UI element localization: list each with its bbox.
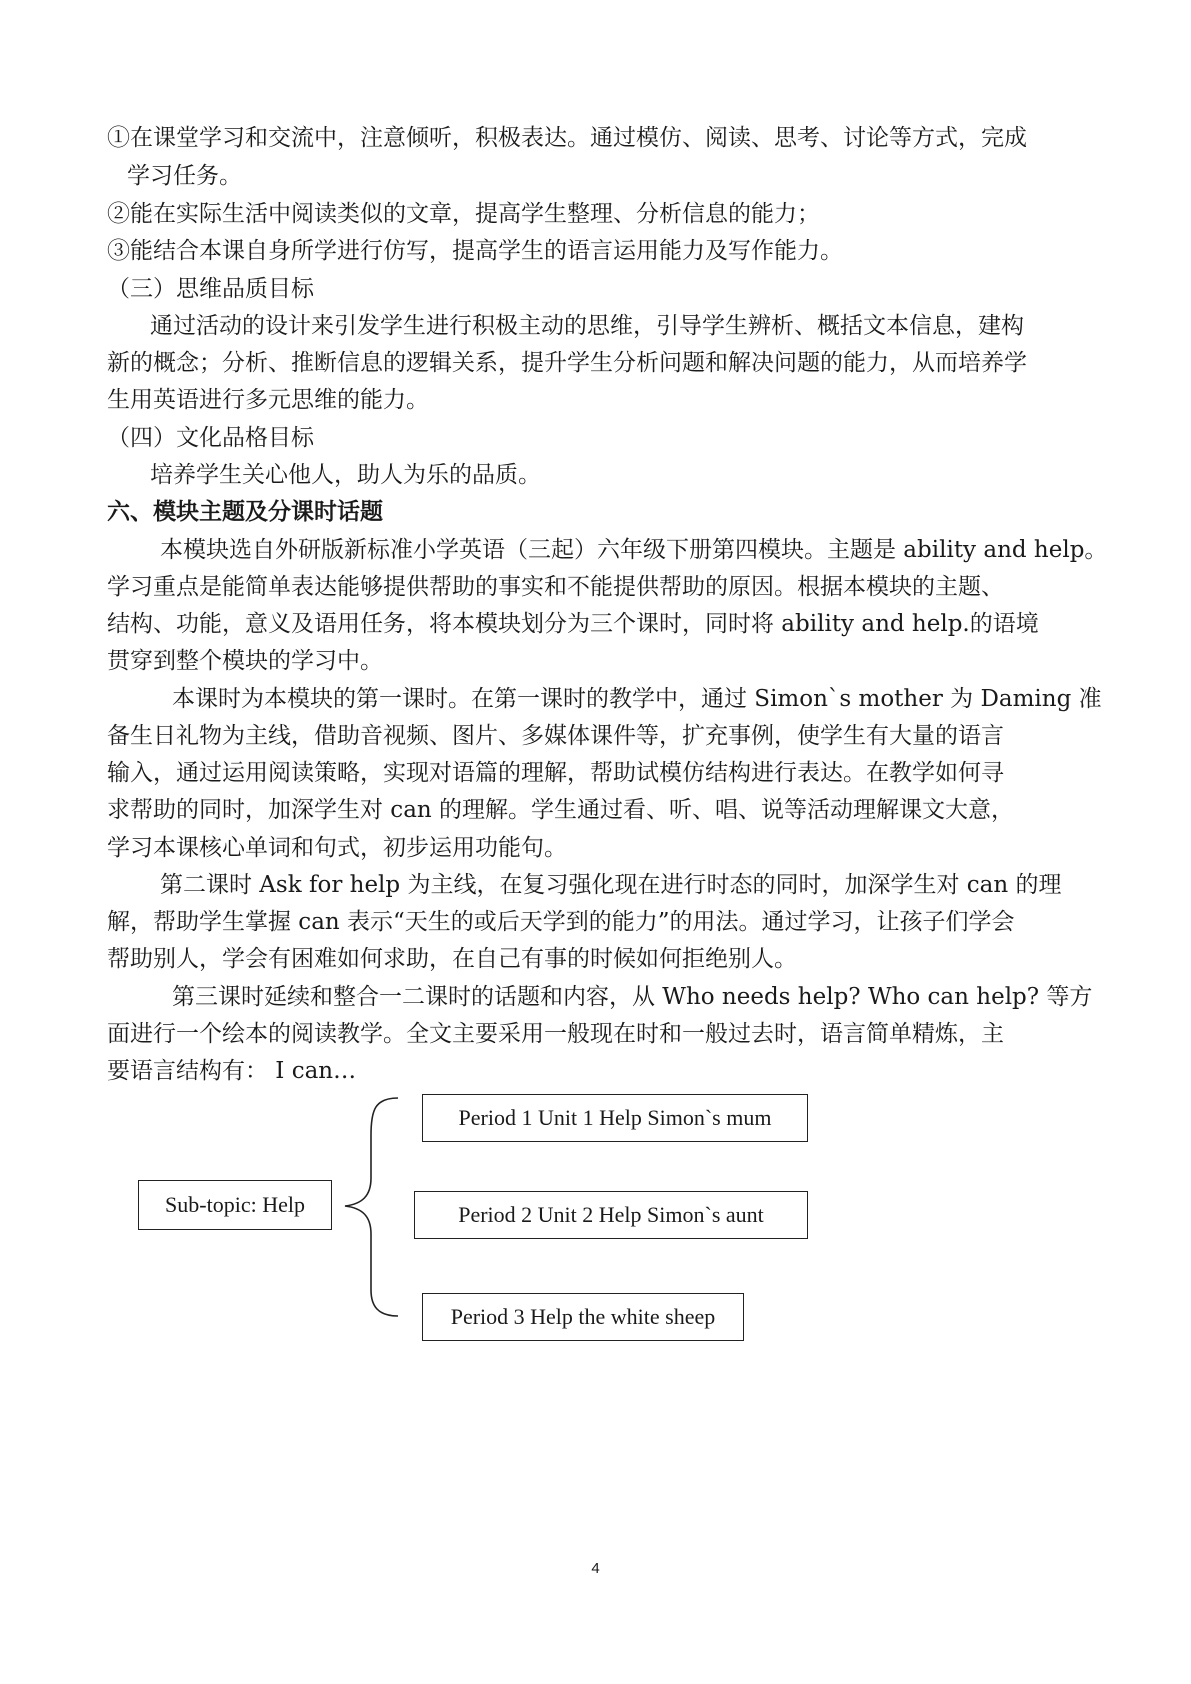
thinking-para-line-2: 新的概念；分析、推断信息的逻辑关系，提升学生分析问题和解决问题的能力，从而培养学 xyxy=(107,350,1027,376)
period3-para-line-3: 要语言结构有： I can… xyxy=(107,1058,357,1084)
cultural-para: 培养学生关心他人，助人为乐的品质。 xyxy=(150,462,541,488)
period1-para-line-3: 输入，通过运用阅读策略，实现对语篇的理解，帮助试模仿结构进行表达。在教学如何寻 xyxy=(107,760,1004,786)
objective-2: ②能在实际生活中阅读类似的文章，提高学生整理、分析信息的能力； xyxy=(107,201,820,227)
objective-1-line-1: ①在课堂学习和交流中，注意倾听，积极表达。通过模仿、阅读、思考、讨论等方式，完成 xyxy=(107,125,1027,151)
period2-para-line-2: 解，帮助学生掌握 can 表示“天生的或后天学到的能力”的用法。通过学习，让孩子们学会 xyxy=(107,909,1015,935)
module-para-line-3: 结构、功能，意义及语用任务，将本模块划分为三个课时，同时将 ability and help.的语境 xyxy=(107,611,1039,637)
period1-para-line-1: 本课时为本模块的第一课时。在第一课时的教学中，通过 Simon`s mother 为 Daming 准 xyxy=(172,686,1102,712)
module-para-line-2: 学习重点是能简单表达能够提供帮助的事实和不能提供帮助的原因。根据本模块的主题、 xyxy=(107,574,1004,600)
period-2-box: Period 2 Unit 2 Help Simon`s aunt xyxy=(414,1191,808,1239)
period-1-box: Period 1 Unit 1 Help Simon`s mum xyxy=(422,1094,808,1142)
objective-1-line-2: 学习任务。 xyxy=(127,163,242,189)
period1-para-line-2: 备生日礼物为主线，借助音视频、图片、多媒体课件等，扩充事例，使学生有大量的语言 xyxy=(107,723,1004,749)
section-six-heading: 六、模块主题及分课时话题 xyxy=(107,498,383,525)
period3-para-line-1: 第三课时延续和整合一二课时的话题和内容，从 Who needs help? Who can help? 等方 xyxy=(172,984,1093,1010)
page-number: 4 xyxy=(591,1560,600,1577)
period2-para-line-3: 帮助别人，学会有困难如何求助，在自己有事的时候如何拒绝别人。 xyxy=(107,946,797,972)
period-3-box: Period 3 Help the white sheep xyxy=(422,1293,744,1341)
heading-thinking-quality: （三）思维品质目标 xyxy=(107,276,314,302)
module-para-line-4: 贯穿到整个模块的学习中。 xyxy=(107,648,383,674)
period2-para-line-1: 第二课时 Ask for help 为主线，在复习强化现在进行时态的同时，加深学生对 can 的理 xyxy=(160,872,1062,898)
period1-para-line-5: 学习本课核心单词和句式，初步运用功能句。 xyxy=(107,835,567,861)
thinking-para-line-3: 生用英语进行多元思维的能力。 xyxy=(107,387,429,413)
period1-para-line-4: 求帮助的同时，加深学生对 can 的理解。学生通过看、听、唱、说等活动理解课文大意， xyxy=(107,797,1015,823)
thinking-para-line-1: 通过活动的设计来引发学生进行积极主动的思维，引导学生辨析、概括文本信息，建构 xyxy=(150,313,1024,339)
heading-cultural-character: （四）文化品格目标 xyxy=(107,425,314,451)
objective-3: ③能结合本课自身所学进行仿写，提高学生的语言运用能力及写作能力。 xyxy=(107,238,843,264)
period3-para-line-2: 面进行一个绘本的阅读教学。全文主要采用一般现在时和一般过去时，语言简单精炼，主 xyxy=(107,1021,1004,1047)
subtopic-box: Sub-topic: Help xyxy=(138,1180,332,1230)
module-para-line-1: 本模块选自外研版新标准小学英语（三起）六年级下册第四模块。主题是 ability and help。 xyxy=(160,537,1108,563)
